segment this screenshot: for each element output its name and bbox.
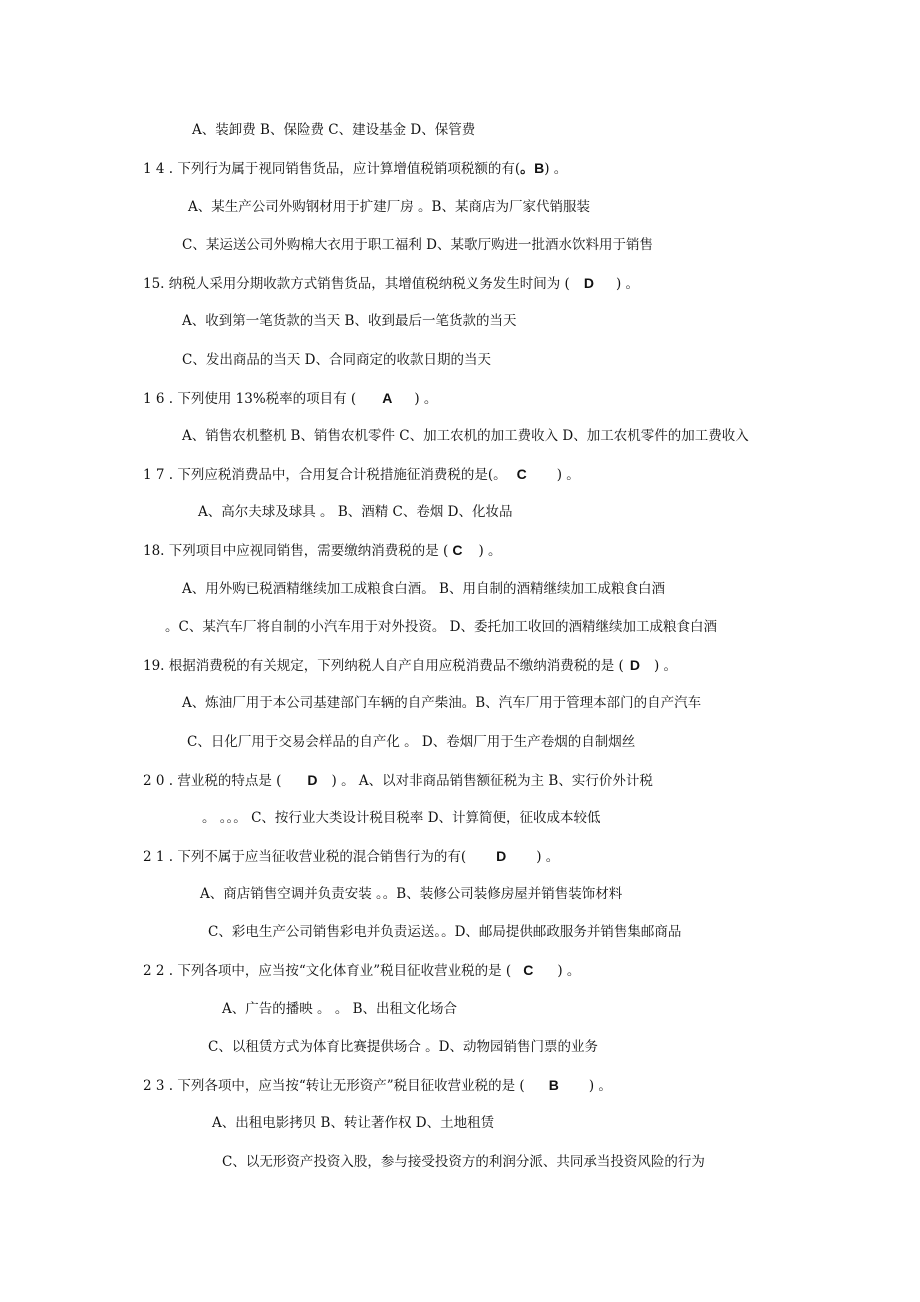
q14-options-ab: A、某生产公司外购钢材用于扩建厂房 。B、某商店为厂家代销服装 — [188, 199, 590, 215]
q22-stem-text: 2 2 . 下列各项中，应当按“文化体育业”税目征收营业税的是 ( — [143, 963, 512, 979]
q14-stem — [143, 159, 567, 178]
q16-stem — [143, 389, 437, 408]
q22-stem-end: ) 。 — [557, 963, 581, 979]
q22-options-cd: C、以租赁方式为体育比赛提供场合 。D、动物园销售门票的业务 — [208, 1039, 598, 1055]
q15-stem-text: 15. 纳税人采用分期收款方式销售货品，其增值税纳税义务发生时间为 ( — [143, 276, 570, 292]
q21-options-ab: A、商店销售空调并负责安装 。。B、装修公司装修房屋并销售装饰材料 — [200, 886, 623, 902]
q17-stem-end: ) 。 — [556, 467, 580, 483]
q19-options-ab: A、炼油厂用于本公司基建部门车辆的自产柴油。B、汽车厂用于管理本部门的自产汽车 — [182, 695, 702, 711]
q15-stem — [143, 274, 639, 293]
q23-answer: B — [548, 1077, 559, 1093]
q23-option-c: C、以无形资产投资入股，参与接受投资方的利润分派、共同承当投资风险的行为 — [222, 1154, 705, 1170]
q18-stem — [143, 541, 502, 560]
q15-options-ab: A、收到第一笔货款的当天 B、收到最后一笔货款的当天 — [182, 313, 517, 329]
q23-stem — [143, 1076, 612, 1095]
q14-options-cd: C、某运送公司外购棉大衣用于职工福利 D、某歌厅购进一批酒水饮料用于销售 — [182, 237, 653, 253]
q15-answer: D — [583, 275, 594, 291]
q16-stem-text: 1 6 . 下列使用 13%税率的项目有 ( — [143, 391, 357, 407]
q20-options-cd: 。 。。。 C、按行业大类设计税目税率 D、计算简便，征收成本较低 — [202, 810, 601, 826]
q21-answer: D — [496, 848, 507, 864]
q21-stem-end: ) 。 — [536, 849, 560, 865]
q14-answer: 。B — [520, 160, 545, 176]
q17-stem — [143, 465, 580, 484]
q21-stem — [143, 847, 559, 866]
q22-options-ab: A、广告的播映 。 。 B、出租文化场合 — [222, 1001, 458, 1017]
q19-stem-end: ) 。 — [653, 658, 678, 674]
q16-stem-end: ) 。 — [414, 391, 438, 407]
q17-answer: C — [516, 466, 527, 482]
q19-answer: D — [629, 657, 640, 673]
q20-stem-text: 2 0 . 营业税的特点是 ( — [143, 773, 282, 789]
q18-answer: C — [452, 542, 463, 558]
q21-stem-text: 2 1 . 下列不属于应当征收营业税的混合销售行为的有( — [143, 849, 467, 865]
q17-options: A、高尔夫球及球具 。 B、酒精 C、卷烟 D、化妆品 — [198, 504, 513, 520]
q23-stem-text: 2 3 . 下列各项中，应当按“转让无形资产”税目征收营业税的是 ( — [143, 1078, 525, 1094]
q16-answer: A — [382, 390, 393, 406]
q19-stem-text: 19. 根据消费税的有关规定，下列纳税人自产自用应税消费品不缴纳消费税的是 ( — [143, 658, 624, 674]
q20-answer: D — [307, 772, 318, 788]
q19-stem — [143, 656, 677, 675]
q18-options-cd: 。C、某汽车厂将自制的小汽车用于对外投资。 D、委托加工收回的酒精继续加工成粮食白酒 — [165, 619, 717, 635]
q18-stem-end: ) 。 — [478, 543, 502, 559]
q23-options-abd: A、出租电影拷贝 B、转让著作权 D、土地租赁 — [212, 1115, 495, 1131]
q18-stem-text: 18. 下列项目中应视同销售，需要缴纳消费税的是 ( — [143, 543, 449, 559]
q17-stem-text: 1 7 . 下列应税消费品中，合用复合计税措施征消费税的是(。 — [143, 467, 507, 483]
q20-stem — [143, 771, 653, 790]
q20-stem-end: ) 。 A、以对非商品销售额征税为主 B、实行价外计税 — [331, 773, 653, 789]
q21-options-cd: C、彩电生产公司销售彩电并负责运送。。D、邮局提供邮政服务并销售集邮商品 — [208, 924, 682, 940]
q15-stem-end: ) 。 — [615, 276, 640, 292]
q22-stem — [143, 961, 580, 980]
q15-options-cd: C、发出商品的当天 D、合同商定的收款日期的当天 — [182, 352, 491, 368]
q22-answer: C — [523, 962, 534, 978]
q14-stem-text: 1 4 . 下列行为属于视同销售货品，应计算增值税销项税额的有( — [143, 161, 521, 177]
q16-options: A、销售农机整机 B、销售农机零件 C、加工农机的加工费收入 D、加工农机零件的加工费收入 — [182, 428, 749, 444]
q23-stem-end: ) 。 — [588, 1078, 612, 1094]
q18-options-ab: A、用外购已税酒精继续加工成粮食白酒。 B、用自制的酒精继续加工成粮食白酒 — [182, 581, 665, 597]
q13-options: A、装卸费 B、保险费 C、建设基金 D、保管费 — [192, 122, 476, 138]
q14-stem-end: ) 。 — [544, 161, 568, 177]
q19-options-cd: C、日化厂用于交易会样品的自产化 。 D、卷烟厂用于生产卷烟的自制烟丝 — [187, 734, 636, 750]
